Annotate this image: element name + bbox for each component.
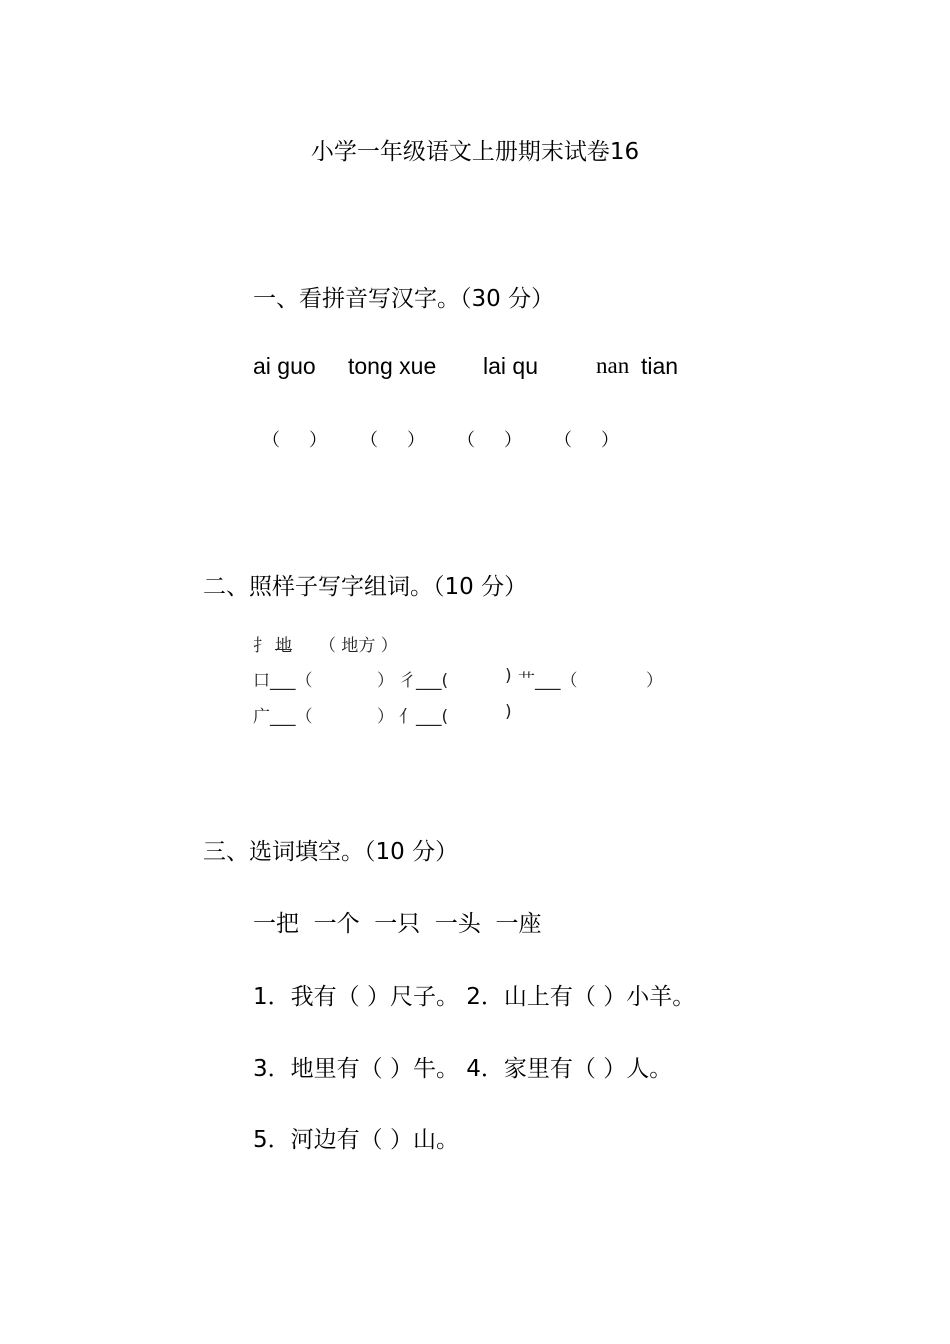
exercise-2a-open: 广___（ xyxy=(253,707,313,727)
question-line-3: 5．河边有（ ）山。 xyxy=(253,1127,459,1153)
pinyin-4a: nan xyxy=(596,353,630,378)
pinyin-2: tong xue xyxy=(348,353,437,379)
exercise-1b-close: ) xyxy=(505,666,512,686)
paren-open-1: （ xyxy=(262,430,280,451)
paren-close-2: ） xyxy=(407,430,425,451)
word-building-exercise xyxy=(253,628,673,732)
paren-close-4: ） xyxy=(601,430,619,451)
paren-close-1: ） xyxy=(309,430,327,451)
exercise-1a-close: ） xyxy=(377,671,394,691)
paren-close-3: ） xyxy=(504,430,522,451)
question-line-1: 1．我有（ ）尺子。 2．山上有（ ）小羊。 xyxy=(253,984,696,1010)
question-line-2: 3．地里有（ ）牛。 4．家里有（ ）人。 xyxy=(253,1056,673,1082)
word-options: 一把 一个 一只 一头 一座 xyxy=(253,911,542,937)
example-word: （ 地方 ） xyxy=(319,636,398,656)
section-3-heading: 三、选词填空。（10 分） xyxy=(203,839,459,865)
exercise-1c-close: ） xyxy=(646,671,663,691)
exercise-1a-open: 口___（ xyxy=(253,671,313,691)
example-char xyxy=(275,631,292,656)
example-char-text: 地 xyxy=(275,636,292,656)
section-2-heading: 二、照样子写字组词。（10 分） xyxy=(203,574,528,600)
exercise-1c-open: 艹___（ xyxy=(518,671,578,691)
exercise-2b-open: 亻___( xyxy=(399,707,449,727)
exercise-2b-close: ) xyxy=(505,702,512,722)
example-radical: 扌 xyxy=(253,636,270,656)
pinyin-3: lai qu xyxy=(483,353,538,379)
exercise-1b-open: 彳___( xyxy=(399,671,449,691)
pinyin-1: ai guo xyxy=(253,353,316,379)
pinyin-4b: tian xyxy=(641,353,679,379)
paren-open-3: （ xyxy=(457,430,475,451)
paren-open-4: （ xyxy=(554,430,572,451)
page-title: 小学一年级语文上册期末试卷16 xyxy=(310,139,640,165)
section-1-heading: 一、看拼音写汉字。（30 分） xyxy=(253,286,555,312)
paren-open-2: （ xyxy=(360,430,378,451)
exercise-2a-close: ） xyxy=(377,707,394,727)
